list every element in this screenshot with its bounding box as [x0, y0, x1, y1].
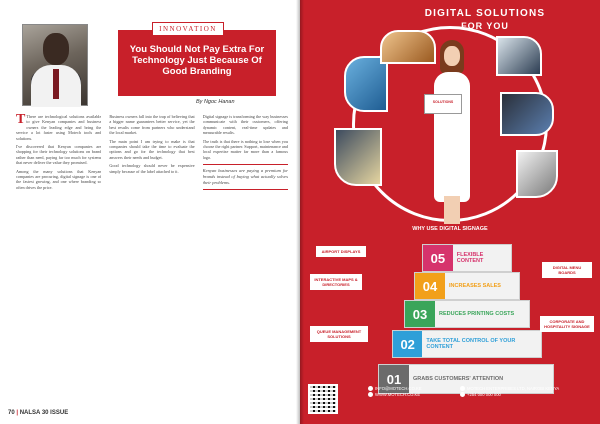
body-paragraph: The main point I am trying to make is that companies should take the time to evaluate the options and go for the technology that best answers their needs and budget.: [109, 138, 195, 160]
contact-line: WWW.MOTECH.CO.KE: [368, 392, 452, 398]
step-number: 02: [393, 331, 422, 357]
step-label: REDUCES PRINTING COSTS: [439, 310, 515, 317]
email-icon: [368, 386, 373, 391]
why-heading: WHY USE DIGITAL SIGNAGE: [412, 226, 488, 232]
model-illustration: [428, 36, 476, 226]
phone-icon: [460, 392, 465, 397]
pull-quote: Kenyan businesses are paying a premium for brands instead of buying what actually solves their problems.: [203, 164, 288, 190]
step-label: INCREASES SALES: [449, 282, 501, 289]
step-number: 01: [379, 365, 409, 393]
page-folio: [8, 410, 68, 416]
drop-cap: T: [16, 114, 26, 127]
step-label: TAKE TOTAL CONTROL OF YOUR CONTENT: [426, 337, 516, 350]
body-column-2: [109, 114, 194, 404]
step-number: 04: [415, 273, 445, 299]
contact-web: [368, 386, 452, 398]
body-paragraph: T There are technological solutions available to give Kenyan companies and business owners the leading edge and bring the service a lot faster using Motech tools and solutions.: [16, 114, 102, 141]
advert-footer: [308, 380, 594, 418]
held-card: SOLUTIONS: [424, 94, 462, 114]
display-screen-image: [344, 56, 388, 112]
contact-address: [460, 386, 594, 398]
body-paragraph: Good technology should never be expensive simply because of the label attached to it.: [109, 163, 195, 174]
callout-corporate: CORPORATE AND HOSPITALITY SIGNAGE: [540, 316, 594, 332]
contact-line: INFO@MOTECH.CO.KE: [368, 386, 452, 392]
callout-maps: INTERACTIVE MAPS & DIRECTORIES: [310, 274, 362, 290]
body-paragraph: Digital signage is transforming the way businesses communicate with their customers, offering dynamic content, real-time updates and measurable results.: [202, 114, 288, 136]
publication-name: NALSA: [19, 410, 41, 416]
article-body: [16, 114, 288, 404]
display-screen-image: [496, 36, 542, 76]
globe-icon: [368, 392, 373, 397]
body-column-3: [203, 114, 288, 404]
body-paragraph: I've discovered that Kenyan companies are shopping for their technology solutions on brand rather than need, paying far too much for systems that never deliver the value they promised.: [16, 144, 102, 166]
step-number: 03: [405, 301, 435, 327]
location-icon: [460, 386, 465, 391]
body-paragraph: The truth is that there is nothing to lose when you choose the right partner. Support, maintenance and local expertise matter far more than a famous logo.: [202, 138, 288, 160]
step-03: [404, 300, 530, 328]
callout-queue: QUEUE MANAGEMENT SOLUTIONS: [310, 326, 368, 342]
callout-airport: AIRPORT DISPLAYS: [316, 246, 366, 257]
display-screen-image: [334, 128, 382, 186]
body-paragraph: Business owners fall into the trap of believing that a bigger name guarantees better service, yet the best results come from partners who understand the local market.: [109, 114, 195, 136]
folio-separator: |: [16, 410, 19, 416]
step-label: FLEXIBLE CONTENT: [456, 251, 484, 264]
author-photo: [22, 24, 88, 106]
advert-title-line-2: FOR YOU: [461, 21, 509, 31]
right-page-advert: [300, 0, 600, 424]
display-screen-image: [516, 150, 558, 198]
page-number: 70: [8, 410, 15, 416]
page-gutter: [296, 0, 304, 424]
body-paragraph: Among the many solutions that Kenyan companies are procuring, digital signage is one of the fastest growing, and one where branding so often drives the price.: [16, 168, 102, 190]
article-headline: You Should Not Pay Extra For Technology Just Because Of Good Branding: [129, 44, 265, 77]
article-byline: By Ngoc Hanan: [196, 99, 235, 105]
body-column-1: [16, 114, 101, 404]
step-02: [392, 330, 542, 358]
callout-menu-boards: DIGITAL MENU BOARDS: [542, 262, 592, 278]
article-header: [0, 0, 300, 114]
qr-code-icon: [308, 384, 338, 414]
contact-line: MOTECH ENTERPRISES LTD, NAIROBI KENYA: [460, 386, 594, 392]
display-screen-image: [500, 92, 554, 136]
step-04: [414, 272, 520, 300]
advert-title-line-1: DIGITAL SOLUTIONS: [424, 8, 546, 19]
step-label: GRABS CUSTOMERS' ATTENTION: [413, 375, 504, 382]
contact-line: +254 000 000 000: [460, 392, 594, 398]
step-number: 05: [423, 245, 453, 271]
issue-label: 30 ISSUE: [41, 410, 69, 416]
step-05: [422, 244, 512, 272]
section-tag: INNOVATION: [152, 22, 224, 36]
